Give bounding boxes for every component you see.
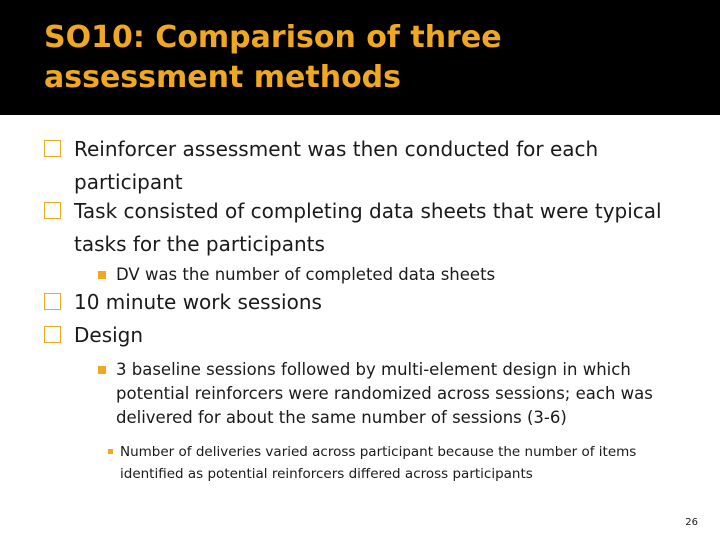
bullet-reinforcer-assessment <box>44 133 664 199</box>
slide-title: SO10: Comparison of three assessment methods <box>44 20 502 95</box>
small-square-bullet-icon <box>108 449 113 454</box>
bullet-text: 10 minute work sessions <box>74 290 322 314</box>
sub-bullet-dv <box>92 263 672 287</box>
square-bullet-icon <box>44 293 61 310</box>
square-bullet-icon <box>44 202 61 219</box>
bullet-text: 3 baseline sessions followed by multi-element design in which potential reinforcers were randomized across sessions; each was delivered for about the same number of sessions (3-6) <box>116 360 653 427</box>
slide-number: 26 <box>685 517 698 528</box>
bullet-text: DV was the number of completed data sheets <box>116 265 496 284</box>
square-bullet-icon <box>44 140 61 157</box>
bullet-design <box>44 319 664 352</box>
bullet-text: Design <box>74 323 144 347</box>
square-bullet-icon <box>44 326 61 343</box>
filled-square-bullet-icon <box>98 271 106 279</box>
sub-sub-bullet-deliveries <box>104 441 674 485</box>
bullet-work-sessions <box>44 286 664 319</box>
bullet-text: Task consisted of completing data sheets that were typical tasks for the participants <box>74 199 662 256</box>
bullet-text: Reinforcer assessment was then conducted for each participant <box>74 137 599 194</box>
bullet-text: Number of deliveries varied across participant because the number of items identified as potential reinforcers differed across participants <box>120 444 637 482</box>
sub-bullet-baseline <box>92 358 662 430</box>
filled-square-bullet-icon <box>98 366 106 374</box>
bullet-task <box>44 195 664 261</box>
